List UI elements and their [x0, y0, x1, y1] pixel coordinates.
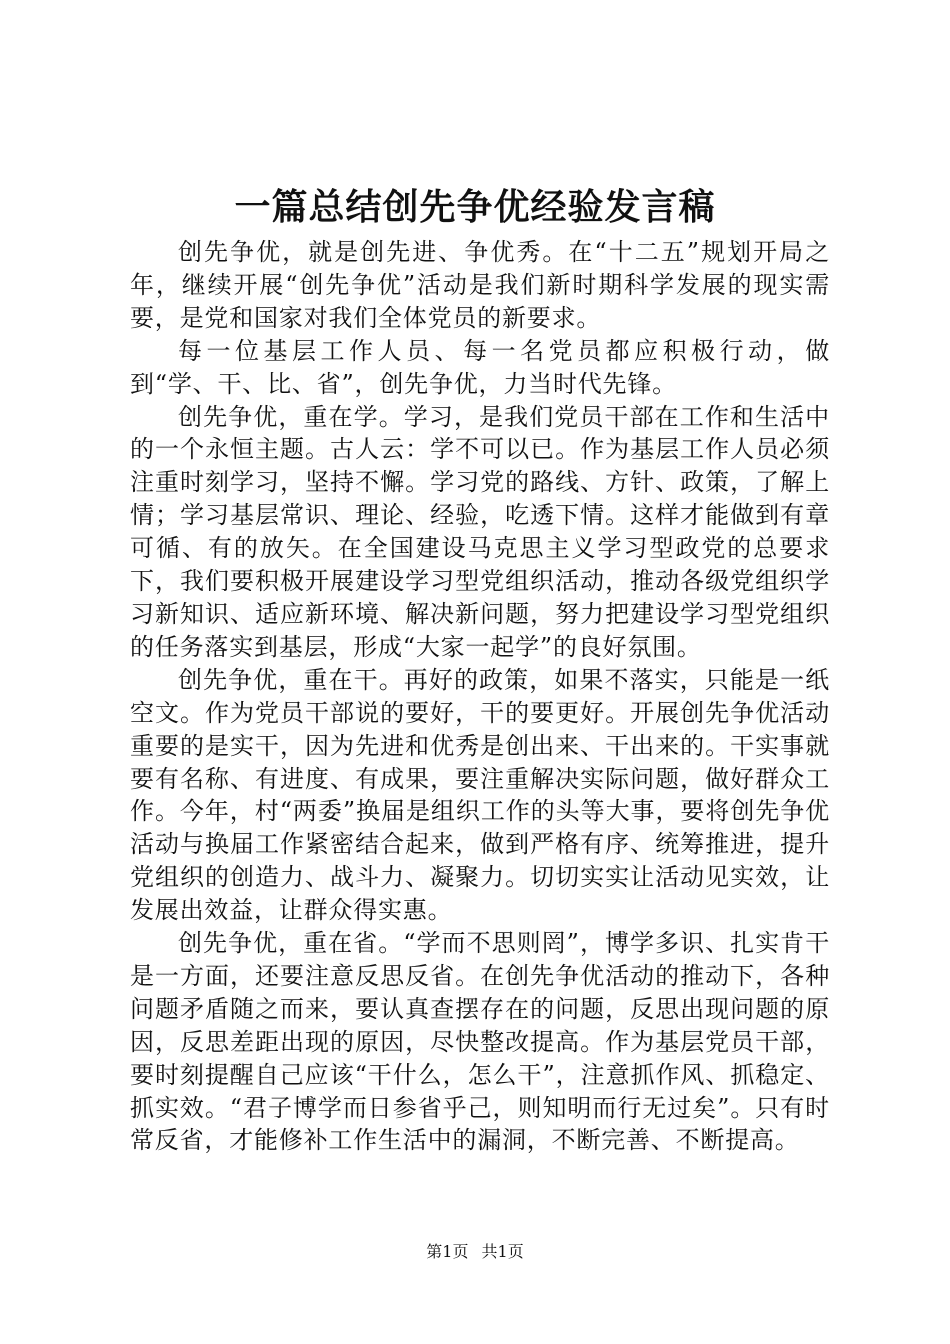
paragraph-1: 创先争优，就是创先进、争优秀。在“十二五”规划开局之年，继续开展“创先争优”活动是我们新时期科学发展的现实需要，是党和国家对我们全体党员的新要求。 [130, 238, 830, 332]
document-body [130, 236, 830, 1157]
page-number: 第1页 [426, 1242, 469, 1261]
page-footer [0, 1242, 950, 1262]
paragraph-4: 创先争优，重在干。再好的政策，如果不落实，只能是一纸空文。作为党员干部说的要好，干的要更好。开展创先争优活动重要的是实干，因为先进和优秀是创出来、干出来的。干实事就要有名称、有进度、有成果，要注重解决实际问题，做好群众工作。今年，村“两委”换届是组织工作的头等大事，要将创先争优活动与换届工作紧密结合起来，做到严格有序、统筹推进，提升党组织的创造力、战斗力、凝聚力。切切实实让活动见实效，让发展出效益，让群众得实惠。 [130, 665, 830, 925]
paragraph-3: 创先争优，重在学。学习，是我们党员干部在工作和生活中的一个永恒主题。古人云：学不可以已。作为基层工作人员必须注重时刻学习，坚持不懈。学习党的路线、方针、政策，了解上情；学习基层常识、理论、经验，吃透下情。这样才能做到有章可循、有的放矢。在全国建设马克思主义学习型政党的总要求下，我们要积极开展建设学习型党组织活动，推动各级党组织学习新知识、适应新环境、解决新问题，努力把建设学习型党组织的任务落实到基层，形成“大家一起学”的良好氛围。 [130, 402, 830, 661]
paragraph-5: 创先争优，重在省。“学而不思则罔”，博学多识、扎实肯干是一方面，还要注意反思反省。在创先争优活动的推动下，各种问题矛盾随之而来，要认真查摆存在的问题，反思出现问题的原因，反思差距出现的原因，尽快整改提高。作为基层党员干部，要时刻提醒自己应该“干什么，怎么干”，注意抓作风、抓稳定、抓实效。“君子博学而日参省乎己，则知明而行无过矣”。只有时常反省，才能修补工作生活中的漏洞，不断完善、不断提高。 [130, 929, 830, 1155]
paragraph-2: 每一位基层工作人员、每一名党员都应积极行动，做到“学、干、比、省”，创先争优，力当时代先锋。 [130, 336, 830, 398]
page-total: 共1页 [481, 1242, 524, 1261]
document-title: 一篇总结创先争优经验发言稿 [234, 187, 716, 228]
